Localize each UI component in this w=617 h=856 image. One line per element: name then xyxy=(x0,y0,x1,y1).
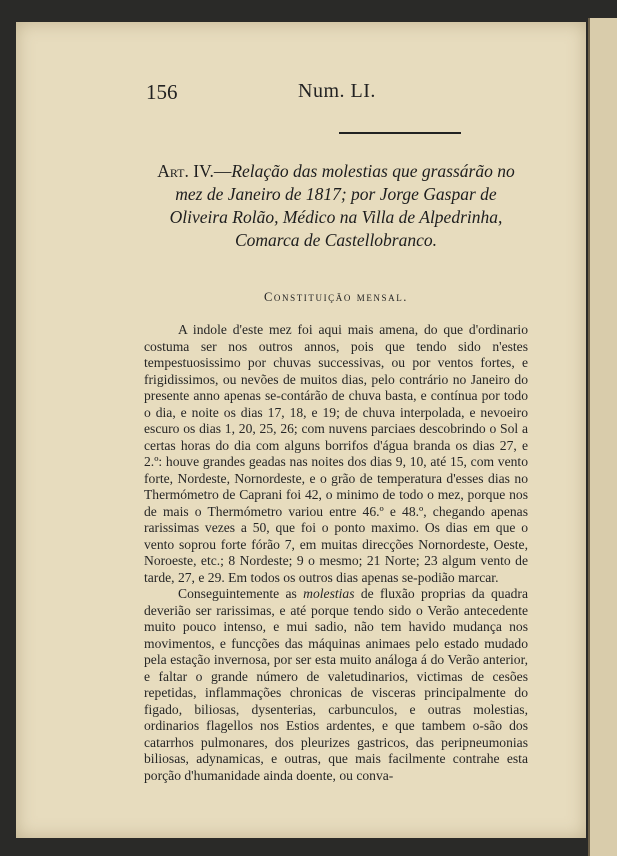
page-number: 156 xyxy=(146,80,178,104)
body-text xyxy=(144,322,528,784)
article-heading xyxy=(144,160,528,252)
paragraph-2-italic: molestias xyxy=(303,586,355,601)
header-rule xyxy=(339,132,461,134)
section-heading: Constituição mensal. xyxy=(263,290,409,304)
facing-page-edge xyxy=(588,18,617,856)
running-head: Num. LI. xyxy=(298,80,376,102)
paragraph-2-start: Conseguintemente as xyxy=(178,586,304,601)
paragraph-2 xyxy=(144,586,528,784)
article-title: Relação das molestias que grassárão no mez de Janeiro de 1817; por Jorge Gaspar de Oliveira Rolão, Médico na Villa de Alpedrinha, Comarca de Castellobranco. xyxy=(169,161,515,250)
paragraph-1: A indole d'este mez foi aqui mais amena, do que d'ordinario costuma ser nos outros annos, pois que tendo sido n'estes tempestuosissimo por chuvas successivas, ou por ventos fortes, e frigidissimos, ou nevões de muitos dias, pelo contrário no Janeiro do presente anno apenas se-contárão de chuva basta, e contínua por todo o dia, e noite os dias 17, 18, e 19; de chuva interpolada, e nevoeiro escuro os dias 1, 20, 25, 26; com nuvens parciaes descobrindo o Sol a certas horas do dia com alguns borrifos d'água branda os dias 27, e 2.º: houve grandes geadas nas noites dos dias 9, 10, até 15, com vento forte, Nordeste, Nornordeste, e o grão de temperatura d'esses dias no Thermómetro de Caprani foi 42, o minimo de todo o mez, porque nos de mais o Thermómetro variou entre 46.º e 48.º, chegando apenas rarissimas vezes a 50, que foi o ponto maximo. Os dias em que o vento soprou forte fórão 7, em muitas direcções Nornordeste, Oeste, Noroeste, etc.; 8 Nordeste; 9 o mesmo; 21 Norte; 23 algum vento de tarde, 27, e 29. Em todos os outros dias apenas se-podião marcar. xyxy=(144,322,528,585)
article-dash: — xyxy=(213,161,232,181)
article-label: Art. IV. xyxy=(157,161,214,181)
paragraph-2-rest: de fluxão proprias da quadra deverião ser rarissimas, e até porque tendo sido o Verão antecedente muito pouco intenso, e mui sadio, não tem havido mudança nos movimentos, e funcções das máquinas animaes pelo estado mudado pela estação invernosa, por ser esta muito análoga á do Verão anterior, e faltar o grande número de valetudinarios, victimas de cesões repetidas, inflammações chronicas de visceras principalmente do figado, biliosas, dysenterias, carbunculos, e outras molestias, ordinarios flagellos nos Estios ardentes, e que tambem o-são dos catarrhos pulmonares, dos pleurizes gastricos, das peripneumonias biliosas, adynamicas, e outras, que mais facilmente contrahe esta porção d'humanidade ainda doente, ou conva- xyxy=(144,586,528,783)
